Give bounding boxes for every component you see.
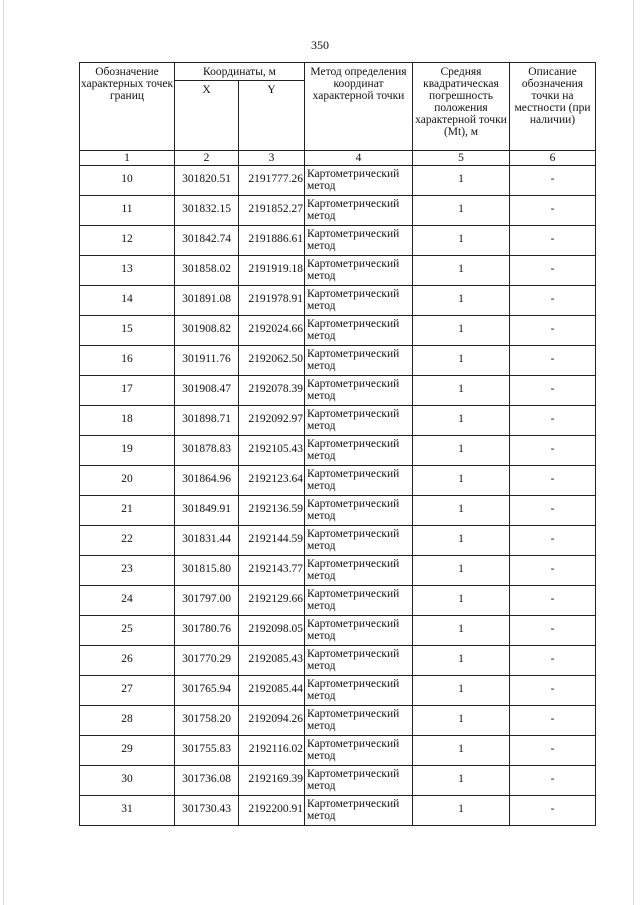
description-cell: - [510,436,596,466]
x-coordinate-cell: 301891.08 [175,286,239,316]
table-row [80,346,596,376]
error-cell: 1 [413,496,510,526]
method-line-2: метод [307,720,336,732]
header-error: Средняя квадратическая погрешность положения характерной точки (Mt), м [413,63,510,151]
x-coordinate-cell: 301898.71 [175,406,239,436]
description-cell: - [510,796,596,826]
table-row [80,316,596,346]
method-cell [305,586,413,616]
description-cell: - [510,466,596,496]
table-row [80,286,596,316]
method-line-1: Картометрический [307,738,400,750]
description-cell: - [510,256,596,286]
table-row [80,496,596,526]
page-number: 350 [311,38,329,52]
x-coordinate-cell: 301878.83 [175,436,239,466]
error-cell: 1 [413,616,510,646]
table-row [80,676,596,706]
method-line-2: метод [307,750,336,762]
method-cell [305,646,413,676]
x-coordinate-cell: 301730.43 [175,796,239,826]
column-number: 6 [510,151,596,166]
error-cell: 1 [413,796,510,826]
description-cell: - [510,376,596,406]
description-cell: - [510,406,596,436]
x-coordinate-cell: 301831.44 [175,526,239,556]
table-body [80,166,596,826]
method-line-1: Картометрический [307,498,400,510]
error-cell: 1 [413,646,510,676]
y-coordinate-cell: 2191886.61 [239,226,305,256]
y-coordinate-cell: 2192143.77 [239,556,305,586]
error-cell: 1 [413,436,510,466]
method-cell [305,736,413,766]
method-line-2: метод [307,510,336,522]
y-coordinate-cell: 2192098.05 [239,616,305,646]
method-line-2: метод [307,210,336,222]
y-coordinate-cell: 2192085.43 [239,646,305,676]
method-line-1: Картометрический [307,348,400,360]
description-cell: - [510,226,596,256]
description-cell: - [510,676,596,706]
scan-edge-left [3,0,4,905]
error-cell: 1 [413,196,510,226]
method-line-1: Картометрический [307,378,400,390]
y-coordinate-cell: 2192024.66 [239,316,305,346]
column-number: 1 [80,151,175,166]
x-coordinate-cell: 301908.47 [175,376,239,406]
x-coordinate-cell: 301864.96 [175,466,239,496]
point-cell: 20 [80,466,175,496]
point-cell: 23 [80,556,175,586]
method-cell [305,556,413,586]
method-line-2: метод [307,450,336,462]
description-cell: - [510,556,596,586]
method-line-1: Картометрический [307,558,400,570]
error-cell: 1 [413,466,510,496]
x-coordinate-cell: 301736.08 [175,766,239,796]
error-cell: 1 [413,226,510,256]
point-cell: 17 [80,376,175,406]
method-cell [305,466,413,496]
column-number: 3 [239,151,305,166]
method-line-1: Картометрический [307,528,400,540]
error-cell: 1 [413,706,510,736]
method-line-1: Картометрический [307,198,400,210]
point-cell: 18 [80,406,175,436]
point-cell: 12 [80,226,175,256]
method-line-2: метод [307,300,336,312]
method-cell [305,376,413,406]
point-cell: 30 [80,766,175,796]
x-coordinate-cell: 301758.20 [175,706,239,736]
table-row [80,466,596,496]
error-cell: 1 [413,586,510,616]
point-cell: 16 [80,346,175,376]
header-x: X [175,81,239,151]
table-row [80,376,596,406]
point-cell: 26 [80,646,175,676]
method-line-1: Картометрический [307,318,400,330]
header-description: Описание обозначения точки на местности (при наличии) [510,63,596,151]
method-line-2: метод [307,240,336,252]
x-coordinate-cell: 301908.82 [175,316,239,346]
method-line-2: метод [307,390,336,402]
error-cell: 1 [413,376,510,406]
y-coordinate-cell: 2192094.26 [239,706,305,736]
error-cell: 1 [413,676,510,706]
method-cell [305,766,413,796]
table-row [80,616,596,646]
x-coordinate-cell: 301820.51 [175,166,239,196]
description-cell: - [510,196,596,226]
method-line-1: Картометрический [307,468,400,480]
description-cell: - [510,316,596,346]
point-cell: 10 [80,166,175,196]
header-coordinates: Координаты, м [175,63,305,81]
method-cell [305,226,413,256]
table-row [80,796,596,826]
method-line-2: метод [307,690,336,702]
method-line-2: метод [307,630,336,642]
y-coordinate-cell: 2191978.91 [239,286,305,316]
method-cell [305,706,413,736]
description-cell: - [510,646,596,676]
method-cell [305,616,413,646]
method-line-1: Картометрический [307,618,400,630]
method-line-1: Картометрический [307,258,400,270]
table-row [80,706,596,736]
scan-edge-right [633,0,634,905]
method-line-1: Картометрический [307,678,400,690]
point-cell: 19 [80,436,175,466]
description-cell: - [510,706,596,736]
y-coordinate-cell: 2192105.43 [239,436,305,466]
table-row [80,256,596,286]
x-coordinate-cell: 301858.02 [175,256,239,286]
coordinates-table [79,62,596,826]
error-cell: 1 [413,556,510,586]
y-coordinate-cell: 2191919.18 [239,256,305,286]
description-cell: - [510,286,596,316]
method-cell [305,436,413,466]
error-cell: 1 [413,286,510,316]
error-cell: 1 [413,316,510,346]
method-line-1: Картометрический [307,408,400,420]
method-cell [305,496,413,526]
method-line-2: метод [307,570,336,582]
method-line-2: метод [307,330,336,342]
x-coordinate-cell: 301755.83 [175,736,239,766]
method-line-2: метод [307,360,336,372]
table-row [80,526,596,556]
point-cell: 15 [80,316,175,346]
point-cell: 21 [80,496,175,526]
description-cell: - [510,526,596,556]
method-cell [305,286,413,316]
description-cell: - [510,346,596,376]
method-cell [305,406,413,436]
point-cell: 27 [80,676,175,706]
table-row [80,226,596,256]
y-coordinate-cell: 2192116.02 [239,736,305,766]
column-number: 2 [175,151,239,166]
error-cell: 1 [413,736,510,766]
method-line-2: метод [307,780,336,792]
method-line-1: Картометрический [307,168,400,180]
point-cell: 14 [80,286,175,316]
table-row [80,166,596,196]
table-row [80,586,596,616]
table-row [80,196,596,226]
point-cell: 25 [80,616,175,646]
y-coordinate-cell: 2192136.59 [239,496,305,526]
table-row [80,436,596,466]
y-coordinate-cell: 2191852.27 [239,196,305,226]
x-coordinate-cell: 301832.15 [175,196,239,226]
method-line-1: Картометрический [307,648,400,660]
table-row [80,736,596,766]
point-cell: 13 [80,256,175,286]
method-cell [305,256,413,286]
description-cell: - [510,586,596,616]
error-cell: 1 [413,256,510,286]
method-line-1: Картометрический [307,438,400,450]
method-cell [305,676,413,706]
error-cell: 1 [413,406,510,436]
point-cell: 22 [80,526,175,556]
method-line-2: метод [307,660,336,672]
x-coordinate-cell: 301780.76 [175,616,239,646]
point-cell: 11 [80,196,175,226]
method-cell [305,796,413,826]
error-cell: 1 [413,346,510,376]
description-cell: - [510,166,596,196]
method-line-2: метод [307,270,336,282]
method-line-2: метод [307,600,336,612]
method-cell [305,166,413,196]
method-line-2: метод [307,480,336,492]
x-coordinate-cell: 301770.29 [175,646,239,676]
method-line-1: Картометрический [307,708,400,720]
error-cell: 1 [413,766,510,796]
y-coordinate-cell: 2192062.50 [239,346,305,376]
header-y: Y [239,81,305,151]
column-number-row [80,151,596,166]
x-coordinate-cell: 301842.74 [175,226,239,256]
method-line-2: метод [307,810,336,822]
column-number: 5 [413,151,510,166]
y-coordinate-cell: 2192092.97 [239,406,305,436]
y-coordinate-cell: 2192078.39 [239,376,305,406]
x-coordinate-cell: 301765.94 [175,676,239,706]
method-cell [305,526,413,556]
method-line-1: Картометрический [307,228,400,240]
table-row [80,556,596,586]
description-cell: - [510,766,596,796]
description-cell: - [510,736,596,766]
error-cell: 1 [413,526,510,556]
point-cell: 28 [80,706,175,736]
table-row [80,766,596,796]
method-line-1: Картометрический [307,768,400,780]
table-row [80,646,596,676]
error-cell: 1 [413,166,510,196]
point-cell: 24 [80,586,175,616]
y-coordinate-cell: 2192144.59 [239,526,305,556]
x-coordinate-cell: 301797.00 [175,586,239,616]
header-designation: Обозначение характерных точек границ [80,63,175,151]
x-coordinate-cell: 301815.80 [175,556,239,586]
method-line-2: метод [307,420,336,432]
method-line-2: метод [307,180,336,192]
y-coordinate-cell: 2191777.26 [239,166,305,196]
point-cell: 29 [80,736,175,766]
method-cell [305,316,413,346]
method-line-1: Картометрический [307,288,400,300]
x-coordinate-cell: 301849.91 [175,496,239,526]
description-cell: - [510,616,596,646]
y-coordinate-cell: 2192129.66 [239,586,305,616]
method-cell [305,346,413,376]
header-method: Метод определения координат характерной точки [305,63,413,151]
x-coordinate-cell: 301911.76 [175,346,239,376]
y-coordinate-cell: 2192200.91 [239,796,305,826]
y-coordinate-cell: 2192123.64 [239,466,305,496]
column-number: 4 [305,151,413,166]
point-cell: 31 [80,796,175,826]
method-line-2: метод [307,540,336,552]
y-coordinate-cell: 2192169.39 [239,766,305,796]
y-coordinate-cell: 2192085.44 [239,676,305,706]
method-cell [305,196,413,226]
table-row [80,406,596,436]
description-cell: - [510,496,596,526]
method-line-1: Картометрический [307,798,400,810]
method-line-1: Картометрический [307,588,400,600]
